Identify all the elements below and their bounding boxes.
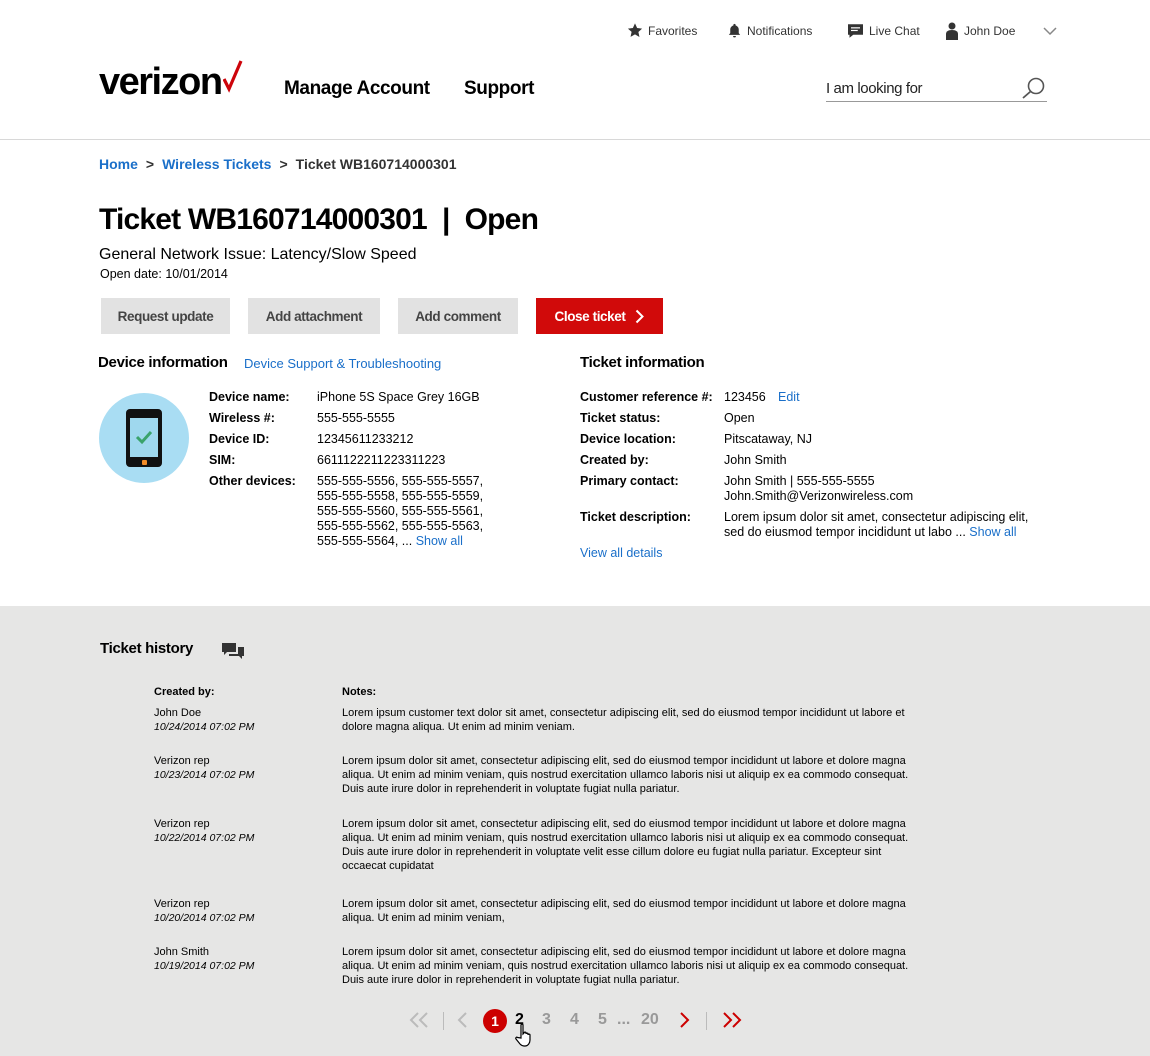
page-title: Ticket WB160714000301 | Open (99, 203, 539, 236)
other-devices-line: 555-555-5556, 555-555-5557, (317, 474, 484, 488)
page-current[interactable]: 1 (483, 1009, 507, 1033)
utility-bar (0, 22, 1150, 42)
device-details (209, 390, 509, 560)
logo-wordmark: verizon (99, 61, 222, 103)
page-link[interactable]: 5 (598, 1011, 607, 1028)
request-update-button[interactable]: Request update (101, 298, 230, 334)
ticket-description-end: sed do eiusmod tempor incididunt ut labo ... (724, 525, 970, 539)
ticket-subtitle: General Network Issue: Latency/Slow Speed (99, 246, 417, 263)
primary-contact-label: Primary contact: (580, 474, 679, 488)
ticket-description-line: Lorem ipsum dolor sit amet, consectetur adipiscing elit, (724, 510, 1029, 524)
header-divider (0, 139, 1150, 140)
breadcrumb-current: Ticket WB160714000301 (295, 156, 457, 172)
search-box (826, 76, 1047, 102)
bell-icon (726, 22, 743, 40)
sim-value: 6611122211223311223 (317, 453, 446, 467)
ticket-details (580, 390, 1060, 570)
favorites-label: Favorites (648, 23, 698, 38)
page-link[interactable]: 2 (515, 1011, 524, 1028)
history-author: Verizon rep (154, 755, 210, 767)
primary-contact-email: John.Smith@Verizonwireless.com (724, 489, 914, 503)
history-author: Verizon rep (154, 818, 210, 830)
page-link[interactable]: 3 (542, 1011, 551, 1028)
favorites-link[interactable] (626, 22, 697, 39)
history-note: Lorem ipsum customer text dolor sit amet, consectetur adipiscing elit, sed do eiusmod tempor incididunt ut labore et dolore magna aliqua. Ut enim ad minim veniam. (342, 707, 905, 733)
first-page-icon[interactable] (408, 1012, 430, 1028)
device-id-label: Device ID: (209, 432, 270, 446)
nav-support[interactable]: Support (464, 78, 535, 99)
created-by-value: John Smith (724, 453, 787, 467)
search-input[interactable] (826, 76, 1016, 100)
wireless-number-value: 555-555-5555 (317, 411, 395, 425)
chevron-right-icon (635, 309, 644, 324)
customer-ref-label: Customer reference #: (580, 390, 713, 404)
ticket-status-value: Open (724, 411, 755, 425)
user-menu[interactable] (946, 22, 1061, 40)
breadcrumb-separator: > (279, 156, 288, 172)
star-icon (626, 22, 644, 39)
created-by-label: Created by: (580, 453, 649, 467)
breadcrumb-home[interactable]: Home (99, 156, 138, 172)
live-chat-label: Live Chat (869, 24, 920, 38)
notes-column-header: Notes: (342, 686, 377, 698)
show-all-description-link[interactable]: Show all (969, 525, 1017, 539)
next-page-icon[interactable] (679, 1012, 691, 1028)
verizon-logo[interactable] (99, 62, 243, 102)
ticket-history-section (0, 606, 1150, 1056)
ticket-info-title: Ticket information (580, 354, 705, 371)
other-devices-line: 555-555-5562, 555-555-5563, (317, 519, 484, 533)
other-devices-line: 555-555-5558, 555-555-5559, (317, 489, 484, 503)
history-timestamp: 10/19/2014 07:02 PM (154, 960, 255, 972)
previous-page-icon[interactable] (456, 1012, 468, 1028)
edit-reference-link[interactable]: Edit (778, 390, 800, 404)
open-date: Open date: 10/01/2014 (100, 267, 228, 281)
wireless-number-label: Wireless #: (209, 411, 275, 425)
checkmark-logo-icon (223, 59, 243, 93)
device-name-value: iPhone 5S Space Grey 16GB (317, 390, 480, 404)
live-chat-link[interactable] (846, 22, 920, 40)
device-location-label: Device location: (580, 432, 676, 446)
user-name: John Doe (964, 24, 1016, 38)
history-author: Verizon rep (154, 898, 210, 910)
close-ticket-label: Close ticket (554, 308, 626, 324)
history-note: Lorem ipsum dolor sit amet, consectetur adipiscing elit, sed do eiusmod tempor incididunt ut labore et dolore magna aliqua. Ut enim ad minim veniam, quis nostrud exercitation ullamco laboris nisi ut aliquip ex ea commodo consequat. Duis aute irure dolor in reprehenderit in voluptate fugiat nulla pariatur. (342, 755, 909, 795)
hand-cursor-icon (514, 1022, 536, 1048)
close-ticket-button[interactable] (536, 298, 663, 334)
user-icon (946, 22, 958, 40)
smartphone-icon (99, 393, 189, 483)
view-all-details-link[interactable]: View all details (580, 546, 663, 560)
sim-label: SIM: (209, 453, 236, 467)
nav-manage-account[interactable]: Manage Account (284, 78, 430, 99)
device-id-value: 12345611233212 (317, 432, 414, 446)
page-link[interactable]: 4 (570, 1011, 579, 1028)
comments-icon[interactable] (222, 642, 244, 660)
page-ellipsis: ... (617, 1011, 631, 1028)
notifications-label: Notifications (747, 24, 813, 38)
breadcrumb-wireless-tickets[interactable]: Wireless Tickets (162, 156, 272, 172)
ticket-description-label: Ticket description: (580, 510, 691, 524)
other-devices-line (317, 534, 463, 549)
pagination (0, 1008, 1150, 1034)
other-devices-line: 555-555-5560, 555-555-5561, (317, 504, 484, 518)
pagination-divider (706, 1012, 707, 1030)
page-link-last[interactable]: 20 (641, 1011, 659, 1028)
last-page-icon[interactable] (721, 1012, 743, 1028)
add-attachment-button[interactable]: Add attachment (248, 298, 380, 334)
customer-ref-value: 123456 (724, 390, 766, 404)
show-all-devices-link[interactable]: Show all (415, 534, 463, 548)
history-timestamp: 10/22/2014 07:02 PM (154, 832, 255, 844)
history-timestamp: 10/20/2014 07:02 PM (154, 912, 255, 924)
history-author: John Smith (154, 946, 210, 958)
history-timestamp: 10/24/2014 07:02 PM (154, 721, 255, 733)
pagination-divider (443, 1012, 444, 1030)
device-image (99, 393, 189, 483)
ticket-history-title: Ticket history (100, 640, 194, 657)
history-note: Lorem ipsum dolor sit amet, consectetur adipiscing elit, sed do eiusmod tempor incididunt ut labore et dolore magna aliqua. Ut enim ad minim veniam, quis nostrud exercitation ullamco laboris nisi ut aliquip ex ea commodo consequat. Duis aute irure dolor in reprehenderit in voluptate velit esse cillum dolore eu fugiat nulla pariatur. Excepteur sint occaecat cupidatat (342, 818, 909, 872)
device-support-link[interactable]: Device Support & Troubleshooting (244, 356, 442, 371)
breadcrumb-separator: > (145, 156, 155, 172)
breadcrumb (99, 156, 457, 172)
device-name-label: Device name: (209, 390, 290, 404)
ticket-description-line (724, 525, 1017, 540)
other-devices-label: Other devices: (209, 474, 296, 488)
history-timestamp: 10/23/2014 07:02 PM (154, 769, 255, 781)
history-note: Lorem ipsum dolor sit amet, consectetur adipiscing elit, sed do eiusmod tempor incididunt ut labore et dolore magna aliqua. Ut enim ad minim veniam, quis nostrud exercitation ullamco laboris nisi ut aliquip ex ea commodo consequat. Duis aute irure dolor in reprehenderit in voluptate fugiat nulla pariatur. (342, 946, 909, 986)
search-icon[interactable] (1021, 76, 1047, 100)
device-location-value: Pitscataway, NJ (724, 432, 812, 446)
device-info-title: Device information (98, 354, 228, 371)
history-author: John Doe (154, 707, 202, 719)
add-comment-button[interactable]: Add comment (398, 298, 518, 334)
chat-bubble-icon (846, 22, 865, 40)
history-note: Lorem ipsum dolor sit amet, consectetur adipiscing elit, sed do eiusmod tempor incididunt ut labore et dolore magna aliqua. Ut enim ad minim veniam, (342, 898, 906, 924)
other-devices-last: 555-555-5564, ... (317, 534, 416, 548)
chevron-down-icon[interactable] (1043, 26, 1057, 36)
notifications-link[interactable] (726, 22, 812, 40)
created-by-column-header: Created by: (154, 686, 215, 698)
primary-contact-name: John Smith | 555-555-5555 (724, 474, 875, 488)
ticket-status-label: Ticket status: (580, 411, 661, 425)
